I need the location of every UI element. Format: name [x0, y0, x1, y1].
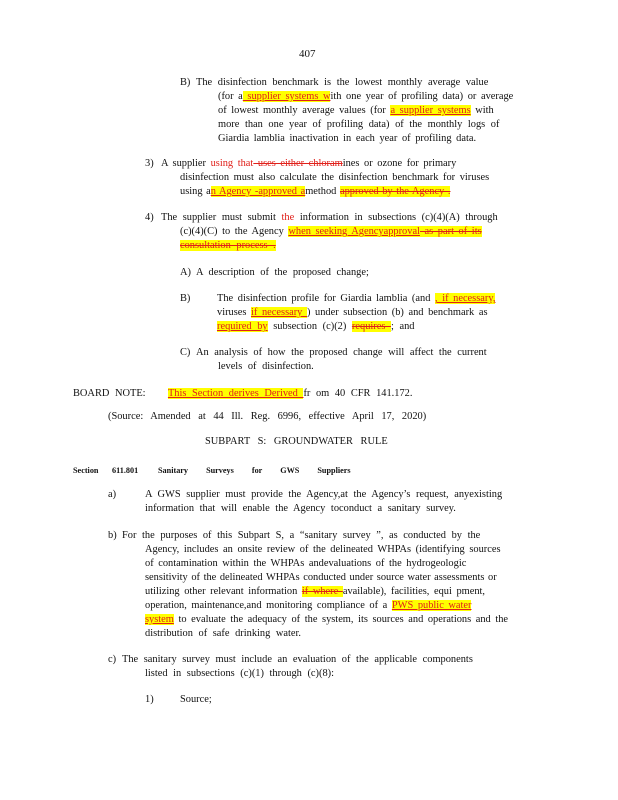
text-line: system to evaluate the adequacy of the system, its sources and operations and the [145, 614, 509, 625]
text-line: The disinfection benchmark is the lowest monthly average value [196, 77, 489, 88]
highlight-insertion: n Agency -approved a [210, 186, 306, 197]
text-line: A GWS supplier must provide the Agency,at the Agency’s request, anyexisting [145, 489, 503, 500]
highlight-deletion: as part of its [419, 226, 482, 237]
highlight-deletion: approved by the Agency . [339, 186, 451, 197]
item-label: b) [108, 530, 117, 541]
text-line: disinfection must also calculate the disinfection benchmark for viruses [180, 172, 490, 183]
text-line: required by subsection (c)(2) requires ; and [217, 321, 415, 332]
text-line: Source; [180, 694, 212, 705]
text-line: listed in subsections (c)(1) through (c)(8): [145, 668, 334, 679]
highlight-insertion: required by [217, 321, 268, 332]
item-label: 4) [145, 212, 154, 223]
subpart-heading: SUBPART S: GROUNDWATER RULE [205, 436, 388, 447]
text-line: Giardia lamblia inactivation in each year of profiling data. [218, 133, 477, 144]
text-line: sensitivity of the delineated WHPAs conducted under source water assessments or [145, 572, 497, 583]
highlight-deletion: consultation process . [180, 240, 276, 251]
text-line: A description of the proposed change; [196, 267, 369, 278]
highlight-insertion: PWS public water [391, 600, 472, 611]
item-label: A) [180, 267, 191, 278]
item-label: B) [180, 77, 191, 88]
item-label: 3) [145, 158, 154, 169]
text-line: The disinfection profile for Giardia lamblia (and , if necessary, [217, 293, 496, 304]
highlight-insertion: system [145, 614, 174, 625]
text-line [180, 240, 276, 252]
text-line: utilizing other relevant information if where available), facilities, equi pment, [145, 586, 486, 597]
text-line: (for a supplier systems with one year of profiling data) or average [218, 91, 514, 102]
text-line: Agency, includes an onsite review of the delineated WHPAs (identifying sources [145, 544, 501, 555]
text-line: The sanitary survey must include an evaluation of the applicable components [122, 654, 473, 665]
text-line: distribution of safe drinking water. [145, 628, 301, 639]
text-line: viruses if necessary ) under subsection (b) and benchmark as [217, 307, 488, 318]
item-label: 1) [145, 694, 154, 705]
item-label: a) [108, 489, 117, 500]
text-line: For the purposes of this Subpart S, a “sanitary survey ”, as conducted by the [122, 530, 481, 541]
text-line: An analysis of how the proposed change will affect the current [196, 347, 487, 358]
highlight-deletion: requires [351, 321, 391, 332]
text-line: of lowest monthly average values (for a supplier systems with [218, 105, 494, 116]
highlight-insertion: when seeking Agencyapproval [288, 226, 420, 237]
board-note: BOARD NOTE: This Section derives Derived fr om 40 CFR 141.172. [73, 388, 413, 399]
highlight-insertion: , if necessary, [435, 293, 496, 304]
text-line: more than one year of profiling data) of the monthly logs of [218, 119, 500, 130]
section-label: Section [73, 466, 99, 475]
item-label: C) [180, 347, 191, 358]
text-line: using an Agency -approved amethod approved by the Agency . [180, 186, 451, 197]
section-title: Sanitary Surveys for GWS Suppliers [158, 466, 351, 475]
text-line: The supplier must submit the information in subsections (c)(4)(A) through [161, 212, 498, 223]
text-line: information that will enable the Agency toconduct a sanitary survey. [145, 503, 456, 514]
item-label: c) [108, 654, 117, 665]
source-note: (Source: Amended at 44 Ill. Reg. 6996, effective April 17, 2020) [108, 411, 427, 422]
highlight-insertion: a supplier systems [390, 105, 471, 116]
highlight-deletion: if where [301, 586, 343, 597]
highlight-insertion: supplier systems w [242, 91, 331, 102]
page-number: 407 [299, 48, 316, 60]
text-line: levels of disinfection. [218, 361, 314, 372]
item-label: B) [180, 293, 191, 304]
section-number: 611.801 [112, 466, 139, 475]
text-line: operation, maintenance,and monitoring compliance of a PWS public water [145, 600, 472, 611]
highlight-insertion: This Section derives Derived [167, 388, 304, 399]
text-line: (c)(4)(C) to the Agency when seeking Agencyapproval as part of its [180, 226, 482, 237]
highlight-insertion: if necessary [251, 307, 307, 318]
text-line: A supplier using that uses either chloramines or ozone for primary [161, 158, 457, 169]
text-line: of contamination within the WHPAs andevaluations of the hydrogeologic [145, 558, 467, 569]
